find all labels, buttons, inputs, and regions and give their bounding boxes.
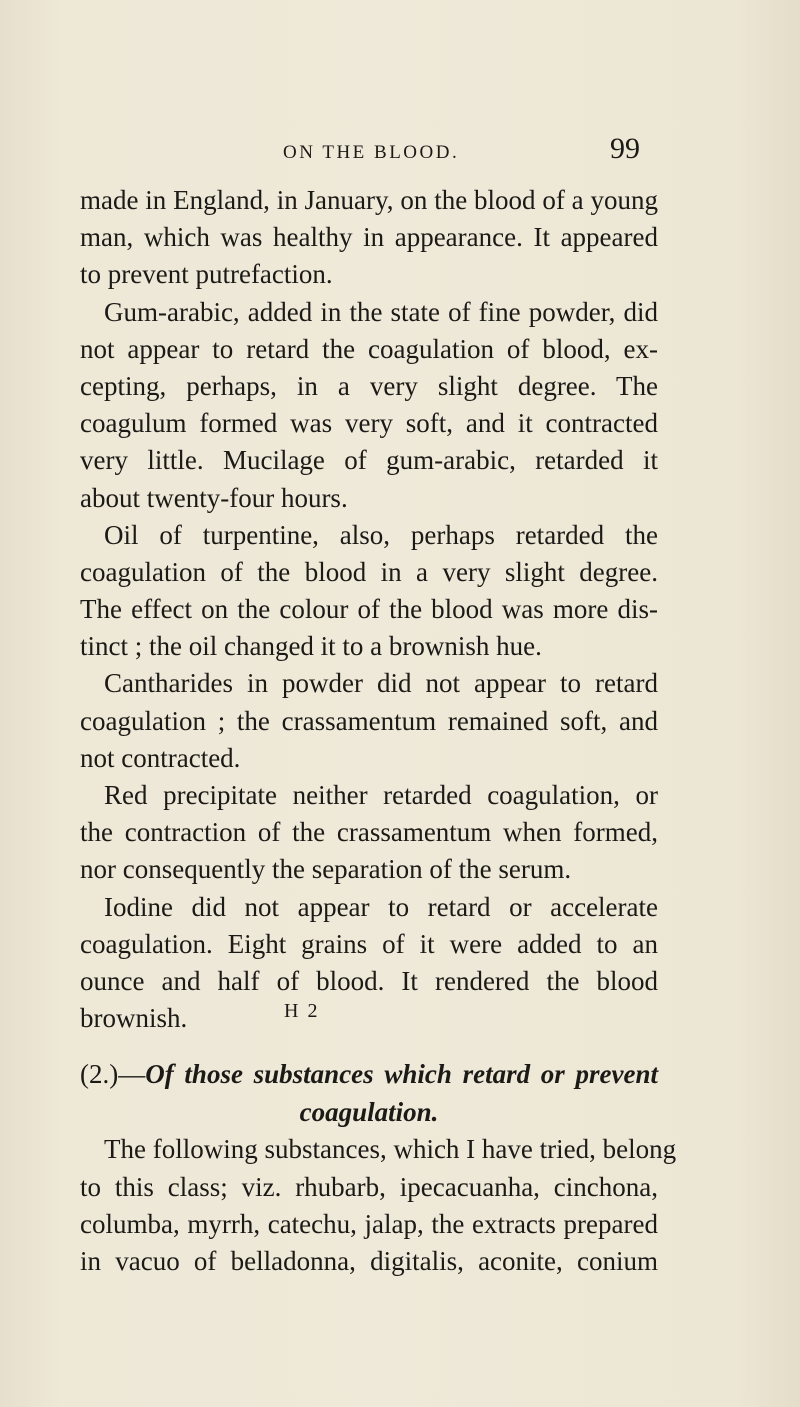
page-number: 99 bbox=[610, 132, 640, 165]
text-line: to prevent putrefaction. bbox=[80, 259, 333, 290]
text-line: coagulation of the blood in a very slight degree. bbox=[80, 556, 658, 587]
section-heading-line bbox=[80, 1055, 658, 1093]
text-line: not contracted. bbox=[80, 742, 241, 773]
text-line: coagulation. Eight grains of it were added to an bbox=[80, 928, 658, 959]
body-text bbox=[80, 182, 677, 1280]
text-line: cepting, perhaps, in a very slight degree. The bbox=[80, 370, 658, 401]
section-title-part1: Of those substances which retard or prevent bbox=[145, 1059, 658, 1090]
text-line: in vacuo of belladonna, digitalis, aconite, conium bbox=[80, 1245, 658, 1276]
text-line: coagulation ; the crassamentum remained soft, and bbox=[80, 705, 658, 736]
section-title-part2: coagulation. bbox=[299, 1097, 439, 1128]
text-line: The effect on the colour of the blood was more dis- bbox=[80, 594, 658, 625]
text-line: man, which was healthy in appearance. It appeared bbox=[80, 222, 658, 253]
text-line: Gum-arabic, added in the state of fine powder, did bbox=[104, 296, 658, 327]
section-gap bbox=[80, 1037, 658, 1055]
text-line: to this class; viz. rhubarb, ipecacuanha, cinchona, bbox=[80, 1171, 658, 1202]
text-line: Iodine did not appear to retard or accelerate bbox=[104, 891, 658, 922]
text-line: Red precipitate neither retarded coagulation, or bbox=[104, 780, 658, 810]
text-line: not appear to retard the coagulation of blood, ex- bbox=[80, 333, 658, 364]
text-line: Cantharides in powder did not appear to retard bbox=[104, 668, 658, 699]
running-head bbox=[0, 132, 800, 172]
text-line: about twenty-four hours. bbox=[80, 482, 348, 513]
text-line: nor consequently the separation of the serum. bbox=[80, 854, 572, 885]
text-line: ounce and half of blood. It rendered the blood bbox=[80, 965, 658, 996]
text-line: tinct ; the oil changed it to a brownish hue. bbox=[80, 631, 542, 662]
signature-mark: H 2 bbox=[284, 1000, 320, 1022]
section-heading-line bbox=[80, 1093, 658, 1131]
text-line: The following substances, which I have tried, belong bbox=[104, 1134, 677, 1165]
section-number: (2.)— bbox=[80, 1059, 146, 1090]
running-title: ON THE BLOOD. bbox=[283, 142, 460, 163]
text-line: very little. Mucilage of gum-arabic, retarded it bbox=[80, 445, 658, 476]
text-line: coagulum formed was very soft, and it contracted bbox=[80, 408, 658, 439]
section-heading bbox=[80, 1055, 658, 1131]
text-line: the contraction of the crassamentum when formed, bbox=[80, 817, 658, 848]
text-line: Oil of turpentine, also, perhaps retarded the bbox=[104, 519, 658, 550]
text-line: brownish. bbox=[80, 1003, 188, 1034]
text-line: columba, myrrh, catechu, jalap, the extracts prepared bbox=[80, 1208, 658, 1239]
text-line: made in England, in January, on the blood of a young bbox=[80, 185, 658, 215]
